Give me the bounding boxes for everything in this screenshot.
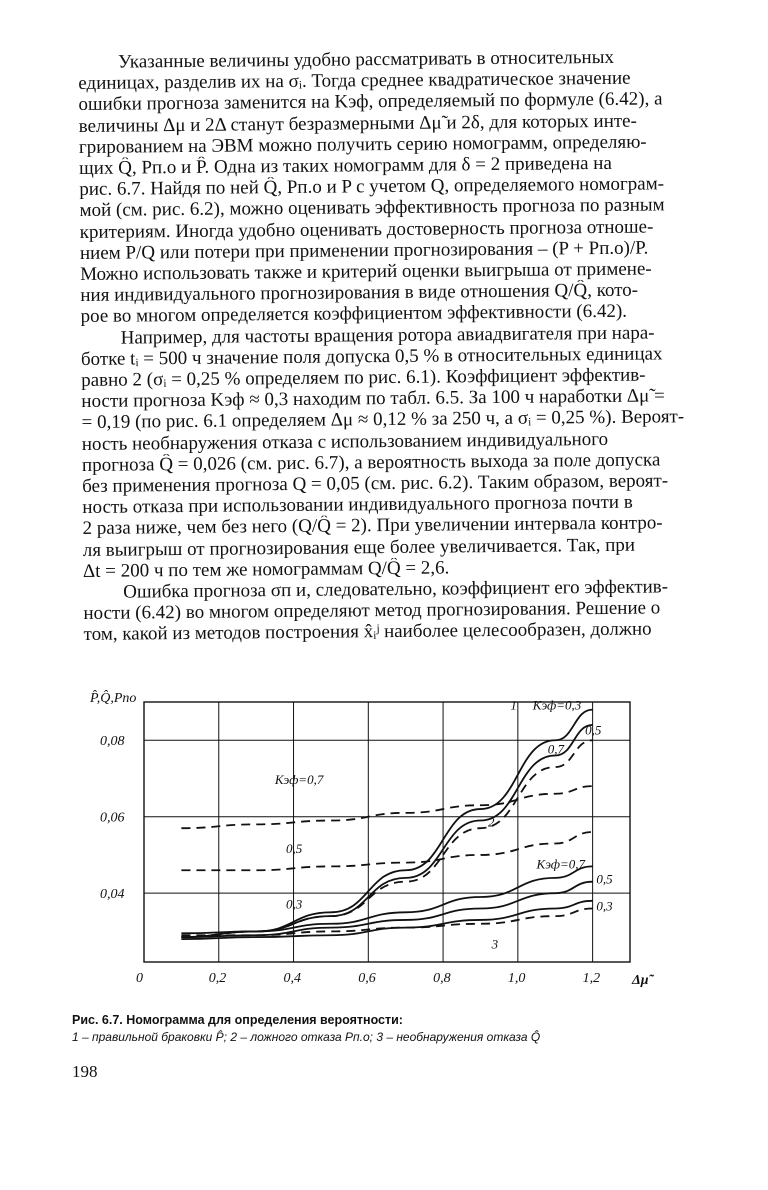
kef-label: 0,5 xyxy=(286,841,303,857)
text-line: равно 2 (σᵢ = 0,25 % определяем по рис. 6.1). Коэффициент эффектив- xyxy=(81,364,646,392)
text-line: ботке tᵢ = 500 ч значение поля допуска 0,5 % в относительных единицах xyxy=(80,343,663,370)
text-line: прогноза Q̂ = 0,026 (см. рис. 6.7), а вероятность выхода за поле допуска xyxy=(81,449,661,476)
text-line: ния индивидуального прогнозирования в виде отношения Q/Q̂, кото- xyxy=(80,279,639,307)
text-line: ности (6.42) во многом определяют метод прогнозирования. Решение о xyxy=(83,597,661,625)
text-line: Например, для частоты вращения ротора авиадвигателя при нара- xyxy=(120,322,655,349)
text-line: ность необнаружения отказа с использованием индивидуального xyxy=(81,428,609,455)
kef-label: 0,5 xyxy=(585,722,602,738)
kef-label: Kэф=0,7 xyxy=(274,772,324,788)
text-line: нием P/Q или потери при применении прогнозирования – (P + Pп.о)/P. xyxy=(79,237,649,264)
y-axis-label: P̂,Q̂,Pпо xyxy=(90,691,137,706)
x-axis-label: Δμ̃ xyxy=(632,973,649,988)
kef-label: 0,3 xyxy=(286,896,303,912)
text-line: Ошибка прогноза σп и, следовательно, коэффициент его эффектив- xyxy=(123,576,669,603)
kef-label: 0,3 xyxy=(596,898,613,914)
x-tick-label: 1,0 xyxy=(507,971,526,986)
text-line: ля выигрыш от прогнозирования еще более увеличивается. Так, при xyxy=(82,534,636,561)
text-line: величины Δμ и 2Δ станут безразмерными Δμ̃ и 2δ, для которых инте- xyxy=(78,110,637,137)
caption-title: Рис. 6.7. Номограмма для определения вероятности: xyxy=(72,1013,403,1027)
text-line: 2 раза ниже, чем без него (Q/Q̂ = 2). При увеличении интервала контро- xyxy=(82,512,663,540)
x-tick-label: 1,2 xyxy=(582,971,601,986)
curve-group1-kef07 xyxy=(181,740,592,937)
text-line: = 0,19 (по рис. 6.1 определяем Δμ ≈ 0,12 % за 250 ч, а σᵢ = 0,25 %). Вероят- xyxy=(81,406,685,434)
page-number: 198 xyxy=(72,1062,98,1081)
text-line: том, какой из методов построения x̂ᵢʲ наиболее целесообразен, должно xyxy=(83,619,652,646)
kef-label: 0,5 xyxy=(596,871,613,887)
text-line: щих Q̂, Pп.о и P̂. Одна из таких номограмм для δ = 2 приведена на xyxy=(79,152,612,180)
nomogram-chart xyxy=(70,690,670,1010)
curve-group1-kef03 xyxy=(181,710,592,938)
curve-group3-kef03 xyxy=(181,901,592,939)
text-line: единицах, разделив их на σᵢ. Тогда среднее квадратическое значение xyxy=(78,67,631,95)
curve-group3-kef07 xyxy=(181,866,592,933)
text-line: Можно использовать также и критерий оценки выигрыша от примене- xyxy=(80,258,652,286)
text-line: рис. 6.7. Найдя по ней Q̂, Pп.о и P с учетом Q, определяемого номограм- xyxy=(79,173,665,201)
text-line: ности прогноза Kэф ≈ 0,3 находим по табл. 6.5. За 100 ч наработки Δμ̃ = xyxy=(81,385,665,413)
x-tick-label: 0,4 xyxy=(283,971,302,986)
y-tick-label: 0,08 xyxy=(100,734,125,750)
nomogram-svg xyxy=(70,690,670,1010)
curve-group-label-2: 2 xyxy=(487,814,495,830)
text-line: грированием на ЭВМ можно получить серию номограмм, определяю- xyxy=(78,131,647,158)
body-text xyxy=(78,46,732,646)
curve-group2-kef05 xyxy=(181,832,592,870)
x-tick-label: 0,8 xyxy=(433,971,451,986)
y-tick-label: 0,06 xyxy=(100,810,125,826)
text-line: критериям. Иногда удобно оценивать достоверность прогноза отноше- xyxy=(79,216,654,243)
text-line: Указанные величины удобно рассматривать в относительных xyxy=(117,46,615,73)
curve-group1-kef05 xyxy=(181,725,592,937)
x-tick-label: 0,2 xyxy=(208,971,227,986)
figure-caption xyxy=(72,1012,712,1046)
text-line: мой (см. рис. 6.2), можно оценивать эффективность прогноза по разным xyxy=(79,194,665,222)
curve-group2-kef07 xyxy=(181,786,592,828)
paragraph-2 xyxy=(81,321,731,582)
caption-legend: 1 – правильной браковки P̂; 2 – ложного отказа Pп.о; 3 – необнаружения отказа Q̂ xyxy=(72,1030,541,1044)
paragraph-3 xyxy=(83,576,732,646)
kef-label: Kэф=0,3 xyxy=(532,697,582,713)
x-tick-label: 0,6 xyxy=(358,971,376,986)
text-line: рое во многом определяется коэффициентом эффективности (6.42). xyxy=(80,301,628,328)
paragraph-1 xyxy=(78,46,729,328)
x-tick-label: 0 xyxy=(136,971,143,986)
curve-group-label-3: 3 xyxy=(491,936,499,952)
kef-label: 0,7 xyxy=(547,741,565,757)
text-line: Δt = 200 ч по тем же номограммам Q/Q̂ = 2,6. xyxy=(82,557,450,582)
text-line: без применения прогноза Q = 0,05 (см. рис. 6.2). Таким образом, вероят- xyxy=(82,470,669,498)
kef-label: Kэф=0,7 xyxy=(536,856,586,872)
y-tick-label: 0,04 xyxy=(100,887,125,903)
text-line: ошибки прогноза заменится на Kэф, определяемый по формуле (6.42), а xyxy=(78,88,663,116)
text-line: ность отказа при использовании индивидуального прогноза почти в xyxy=(82,491,633,519)
curve-group-label-1: 1 xyxy=(510,697,517,713)
